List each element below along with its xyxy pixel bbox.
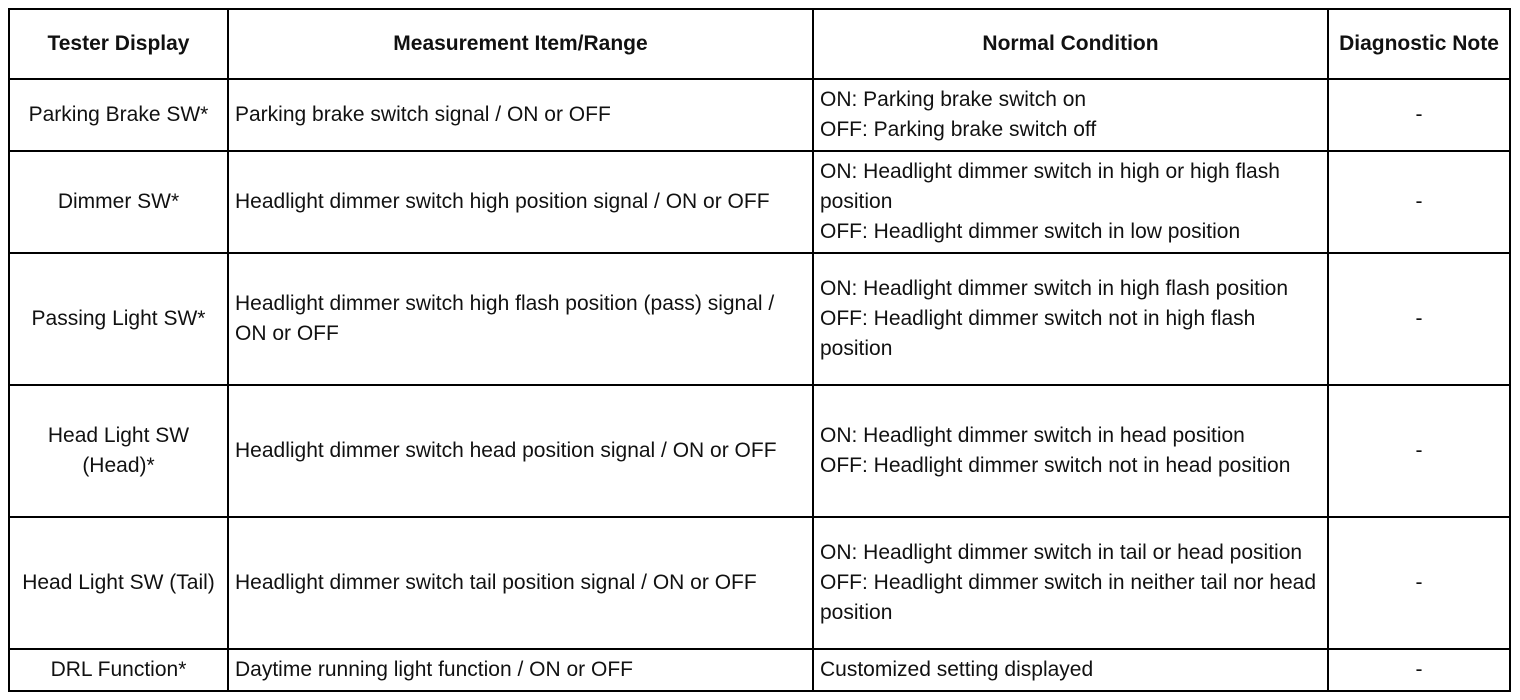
table-row (9, 649, 1510, 691)
table-row (9, 385, 1510, 517)
measurement-cell: Daytime running light function / ON or OFF (228, 649, 813, 691)
table-row (9, 517, 1510, 649)
table-row (9, 253, 1510, 385)
tester-display-cell: Dimmer SW* (9, 151, 228, 253)
tester-display-cell: Passing Light SW* (9, 253, 228, 385)
normal-condition-cell (813, 517, 1328, 649)
normal-condition-cell (813, 649, 1328, 691)
normal-condition-line: OFF: Headlight dimmer switch in low position (820, 220, 1241, 243)
normal-condition-cell (813, 253, 1328, 385)
normal-condition-line: ON: Headlight dimmer switch in tail or head position (820, 541, 1303, 564)
tester-display-cell: Head Light SW (Head)* (9, 385, 228, 517)
normal-condition-line: ON: Parking brake switch on (820, 88, 1087, 111)
header-tester-display: Tester Display (9, 9, 228, 79)
normal-condition-line: OFF: Headlight dimmer switch in neither tail nor head position (820, 571, 1317, 624)
measurement-cell: Headlight dimmer switch high position signal / ON or OFF (228, 151, 813, 253)
table-row (9, 79, 1510, 151)
normal-condition-line: OFF: Headlight dimmer switch not in high flash position (820, 307, 1256, 360)
normal-condition-line: Customized setting displayed (820, 658, 1094, 681)
measurement-cell: Headlight dimmer switch head position signal / ON or OFF (228, 385, 813, 517)
normal-condition-cell (813, 79, 1328, 151)
tester-display-cell: Head Light SW (Tail) (9, 517, 228, 649)
diagnostic-note-cell: - (1328, 385, 1510, 517)
diagnostic-note-cell: - (1328, 517, 1510, 649)
tester-display-cell: Parking Brake SW* (9, 79, 228, 151)
header-row (9, 9, 1510, 79)
diagnostic-note-cell: - (1328, 79, 1510, 151)
tester-display-cell: DRL Function* (9, 649, 228, 691)
table-row (9, 151, 1510, 253)
measurement-cell: Headlight dimmer switch tail position signal / ON or OFF (228, 517, 813, 649)
measurement-cell: Headlight dimmer switch high flash position (pass) signal / ON or OFF (228, 253, 813, 385)
diagnostic-data-table (8, 8, 1511, 692)
normal-condition-line: OFF: Headlight dimmer switch not in head position (820, 454, 1291, 477)
normal-condition-cell (813, 385, 1328, 517)
diagnostic-note-cell: - (1328, 649, 1510, 691)
measurement-cell: Parking brake switch signal / ON or OFF (228, 79, 813, 151)
normal-condition-line: ON: Headlight dimmer switch in head position (820, 424, 1245, 447)
header-measurement-item: Measurement Item/Range (228, 9, 813, 79)
diagnostic-note-cell: - (1328, 151, 1510, 253)
normal-condition-line: ON: Headlight dimmer switch in high flash position (820, 277, 1289, 300)
normal-condition-line: ON: Headlight dimmer switch in high or high flash position (820, 160, 1280, 213)
normal-condition-cell (813, 151, 1328, 253)
diagnostic-note-cell: - (1328, 253, 1510, 385)
normal-condition-line: OFF: Parking brake switch off (820, 118, 1097, 141)
header-normal-condition: Normal Condition (813, 9, 1328, 79)
header-diagnostic-note: Diagnostic Note (1328, 9, 1510, 79)
